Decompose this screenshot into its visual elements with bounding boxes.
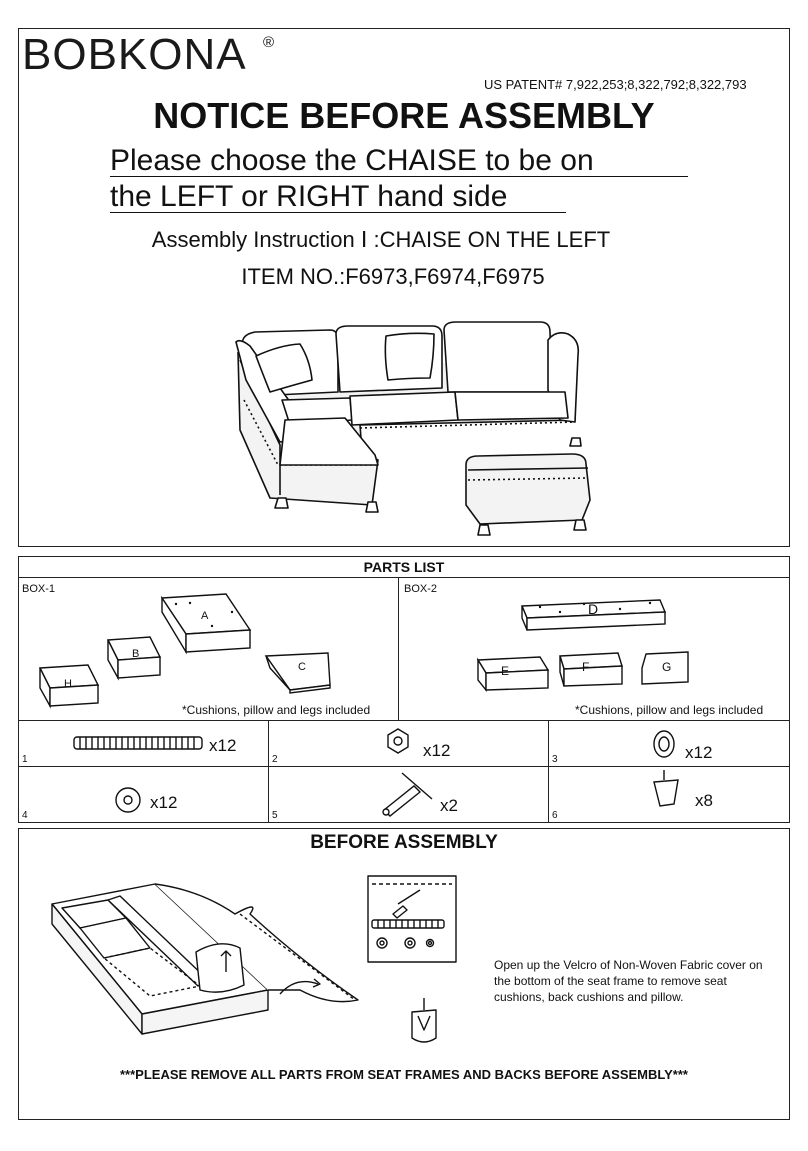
- velcro-instruction: Open up the Velcro of Non-Woven Fabric cover on the bottom of the seat frame to remove seat cushions, back cushions and pillow.: [494, 958, 763, 1004]
- choose-line-2: the LEFT or RIGHT hand side: [110, 180, 508, 213]
- hardware-num-5: 5: [272, 810, 278, 821]
- part-h-label: H: [64, 678, 72, 690]
- leg-icon: [412, 998, 436, 1042]
- hardware-qty-5: x2: [440, 796, 458, 815]
- part-a-label: A: [201, 610, 209, 622]
- parts-list-title: PARTS LIST: [363, 559, 445, 575]
- hardware-qty-4: x12: [150, 793, 178, 812]
- hardware-num-1: 1: [22, 754, 28, 765]
- registered-mark: ®: [263, 34, 275, 51]
- part-d-label: D: [588, 601, 599, 617]
- brand-logo: BOBKONA: [22, 30, 247, 79]
- hardware-num-3: 3: [552, 754, 558, 765]
- part-c-label: C: [298, 661, 306, 673]
- item-number: ITEM NO.:F6973,F6974,F6975: [241, 264, 545, 289]
- box-2-note: *Cushions, pillow and legs included: [575, 703, 764, 717]
- page-title: NOTICE BEFORE ASSEMBLY: [153, 95, 655, 136]
- box-2-label: BOX-2: [404, 583, 438, 595]
- part-b-label: B: [132, 648, 140, 660]
- hardware-qty-6: x8: [695, 791, 713, 810]
- hardware-bag-icon: [368, 876, 456, 962]
- before-assembly-title: BEFORE ASSEMBLY: [310, 832, 498, 853]
- choose-line-1: Please choose the CHAISE to be on: [110, 144, 594, 177]
- box-1-note: *Cushions, pillow and legs included: [182, 703, 371, 717]
- patent-number: US PATENT# 7,922,253;8,322,792;8,322,793: [484, 77, 747, 92]
- hardware-qty-2: x12: [423, 741, 451, 760]
- hardware-qty-1: x12: [209, 736, 237, 755]
- hardware-qty-3: x12: [685, 743, 713, 762]
- part-g-label: G: [662, 660, 672, 674]
- part-f-label: F: [582, 660, 590, 674]
- box-1-label: BOX-1: [22, 583, 56, 595]
- hardware-num-4: 4: [22, 810, 28, 821]
- part-e-label: E: [501, 664, 510, 678]
- assembly-instruction: Assembly Instruction Ⅰ :CHAISE ON THE LEFT: [151, 227, 611, 252]
- hardware-num-2: 2: [272, 754, 278, 765]
- hardware-num-6: 6: [552, 810, 558, 821]
- remove-parts-warning: ***PLEASE REMOVE ALL PARTS FROM SEAT FRAMES AND BACKS BEFORE ASSEMBLY***: [120, 1067, 688, 1082]
